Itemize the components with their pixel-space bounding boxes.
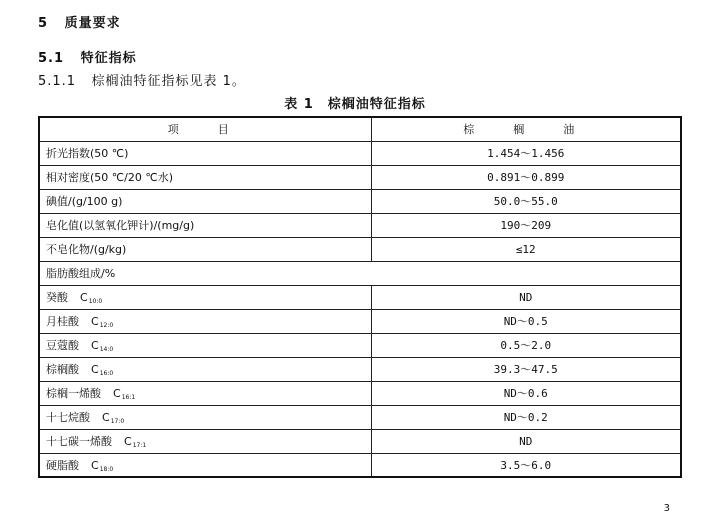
header-item: 项 目: [39, 117, 371, 141]
acid-name-cell: [39, 357, 371, 381]
acid-name: 癸酸: [46, 291, 68, 304]
table-row: [39, 189, 681, 213]
table-row: [39, 237, 681, 261]
row-value: ND: [371, 429, 681, 453]
table-row: [39, 453, 681, 477]
section-number: 5: [38, 16, 49, 31]
table-row: [39, 357, 681, 381]
acid-subscript: 14:0: [99, 346, 114, 353]
acid-symbol: C: [124, 435, 132, 448]
row-value: 190～209: [371, 213, 681, 237]
acid-subscript: 10:0: [88, 298, 103, 305]
table-row: [39, 213, 681, 237]
acid-subscript: 16:0: [99, 370, 114, 377]
acid-name: 棕榈一烯酸: [46, 387, 101, 400]
row-value: 0.5～2.0: [371, 333, 681, 357]
row-name: 碘值/(g/100 g): [39, 189, 371, 213]
acid-symbol: C: [102, 411, 110, 424]
clause-text: 棕榈油特征指标见表 1。: [91, 74, 246, 89]
table-row: [39, 285, 681, 309]
acid-subscript: 18:0: [99, 465, 114, 473]
acid-name: 十七碳一烯酸: [46, 435, 112, 448]
table-row: [39, 381, 681, 405]
acid-name: 硬脂酸: [46, 458, 79, 472]
acid-name-cell: [39, 429, 371, 453]
acid-name-cell: [39, 381, 371, 405]
row-name: 折光指数(50 ℃): [39, 141, 371, 165]
section-number: 5.1: [38, 51, 65, 66]
table-row: [39, 405, 681, 429]
row-value: 1.454～1.456: [371, 141, 681, 165]
row-name: 脂肪酸组成/%: [39, 261, 681, 285]
row-name: 相对密度(50 ℃/20 ℃水): [39, 165, 371, 189]
row-name: 不皂化物/(g/kg): [39, 237, 371, 261]
row-value: 3.5～6.0: [371, 453, 681, 477]
table-row: [39, 429, 681, 453]
acid-name-cell: [39, 309, 371, 333]
acid-name: 豆蔻酸: [46, 339, 79, 352]
header-value: 棕 榈 油: [371, 117, 681, 141]
acid-subscript: 17:1: [132, 442, 147, 449]
table-row: [39, 165, 681, 189]
row-value: ND～0.5: [371, 309, 681, 333]
acid-name-cell: [39, 453, 371, 477]
clause-number: 5.1.1: [38, 74, 77, 89]
table-row: [39, 309, 681, 333]
acid-symbol: C: [80, 291, 88, 304]
acid-symbol: C: [91, 339, 99, 352]
acid-symbol: C: [91, 458, 99, 472]
acid-name: 十七烷酸: [46, 411, 90, 424]
characteristics-table: [38, 116, 682, 478]
section-5-heading: [38, 12, 121, 31]
clause-5-1-1: [38, 70, 246, 89]
row-value: 50.0～55.0: [371, 189, 681, 213]
acid-symbol: C: [113, 387, 121, 400]
row-value: ≤12: [371, 237, 681, 261]
table-row: [39, 333, 681, 357]
acid-name-cell: [39, 285, 371, 309]
section-title: 质量要求: [64, 16, 121, 31]
acid-name: 棕榈酸: [46, 363, 79, 376]
section-title: 特征指标: [80, 51, 137, 66]
acid-name-cell: [39, 405, 371, 429]
table-row-group-heading: [39, 261, 681, 285]
acid-subscript: 17:0: [110, 418, 125, 425]
row-value: ND～0.2: [371, 405, 681, 429]
row-name: 皂化值(以氢氧化钾计)/(mg/g): [39, 213, 371, 237]
acid-name-cell: [39, 333, 371, 357]
row-value: 39.3～47.5: [371, 357, 681, 381]
table-header-row: [39, 117, 681, 141]
table-caption: 表 1 棕榈油特征指标: [284, 97, 426, 112]
row-value: ND: [371, 285, 681, 309]
acid-symbol: C: [91, 363, 99, 376]
row-value: ND～0.6: [371, 381, 681, 405]
acid-symbol: C: [91, 315, 99, 328]
acid-name: 月桂酸: [46, 315, 79, 328]
acid-subscript: 12:0: [99, 322, 114, 329]
acid-subscript: 16:1: [121, 394, 136, 401]
page-number: 3: [663, 503, 670, 514]
table-row: [39, 141, 681, 165]
row-value: 0.891～0.899: [371, 165, 681, 189]
section-5-1-heading: [38, 47, 137, 66]
